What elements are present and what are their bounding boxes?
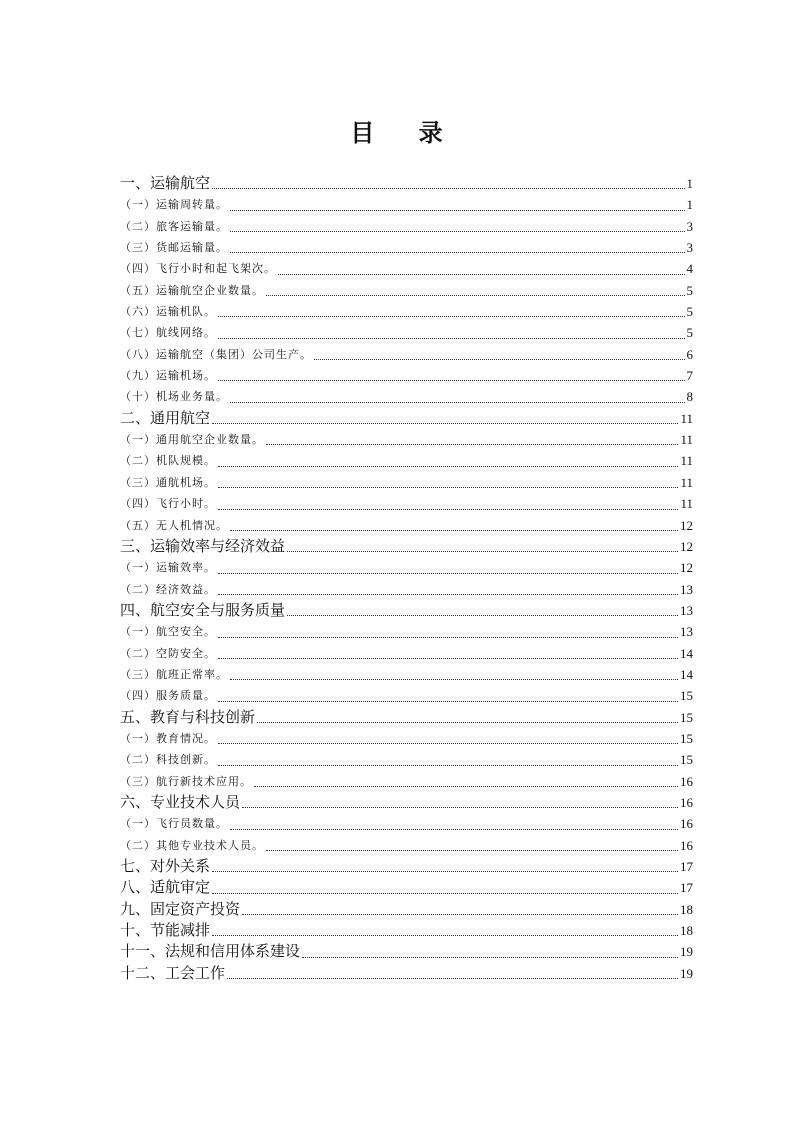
toc-section-entry[interactable] — [120, 877, 693, 898]
toc-page-number: 12 — [680, 560, 693, 576]
toc-subsection-entry[interactable] — [120, 322, 693, 343]
toc-subsection-entry[interactable] — [120, 557, 693, 578]
toc-page-number: 6 — [686, 346, 693, 362]
toc-subsection-entry[interactable] — [120, 749, 693, 770]
toc-page-number: 16 — [680, 794, 693, 810]
table-of-contents — [120, 173, 693, 984]
dot-leader — [212, 187, 684, 189]
dot-leader — [230, 401, 685, 403]
toc-page-number: 1 — [686, 176, 693, 191]
toc-entry-title: 五、教育与科技创新 — [120, 707, 256, 726]
toc-subsection-entry[interactable] — [120, 493, 693, 514]
toc-subsection-entry[interactable] — [120, 237, 693, 258]
toc-section-entry[interactable] — [120, 408, 693, 429]
toc-subsection-entry[interactable] — [120, 643, 693, 664]
toc-page-number: 18 — [680, 923, 693, 939]
dot-leader — [212, 870, 678, 872]
toc-page-number: 11 — [680, 496, 693, 512]
toc-subsection-entry[interactable] — [120, 835, 693, 856]
toc-subsection-entry[interactable] — [120, 216, 693, 237]
toc-page-number: 11 — [680, 453, 693, 469]
dot-leader — [218, 700, 678, 702]
toc-page-number: 7 — [686, 368, 693, 384]
toc-subsection-entry[interactable] — [120, 685, 693, 706]
dot-leader — [212, 892, 678, 894]
dot-leader — [266, 849, 678, 851]
toc-page-number: 11 — [680, 432, 693, 448]
toc-section-entry[interactable] — [120, 899, 693, 920]
toc-entry-title: （五）运输航空企业数量。 — [120, 283, 264, 297]
toc-page-number: 18 — [680, 901, 693, 917]
dot-leader — [266, 294, 685, 296]
toc-page-number: 17 — [680, 880, 693, 896]
toc-page-number: 19 — [680, 965, 693, 981]
toc-subsection-entry[interactable] — [120, 472, 693, 493]
toc-entry-title: （二）经济效益。 — [120, 582, 216, 596]
toc-entry-title: （十）机场业务量。 — [120, 390, 228, 404]
toc-entry-title: 六、专业技术人员 — [120, 792, 241, 811]
dot-leader — [212, 422, 678, 424]
toc-entry-title: 三、运输效率与经济效益 — [120, 536, 286, 555]
toc-subsection-entry[interactable] — [120, 621, 693, 642]
toc-entry-title: 四、航空安全与服务质量 — [120, 600, 286, 619]
toc-subsection-entry[interactable] — [120, 515, 693, 536]
toc-title: 目 录 — [350, 118, 461, 147]
toc-subsection-entry[interactable] — [120, 344, 693, 365]
toc-entry-title: 七、对外关系 — [120, 857, 211, 875]
toc-page-number: 5 — [686, 304, 693, 320]
toc-page-number: 12 — [680, 538, 693, 554]
toc-entry-title: （二）空防安全。 — [120, 646, 216, 660]
dot-leader — [230, 678, 678, 680]
dot-leader — [230, 209, 685, 211]
toc-page-number: 19 — [680, 944, 693, 960]
toc-page-number: 12 — [680, 517, 693, 533]
dot-leader — [230, 230, 685, 232]
toc-section-entry[interactable] — [120, 792, 693, 813]
toc-entry-title: （一）航空安全。 — [120, 625, 216, 639]
toc-entry-title: 一、运输航空 — [120, 174, 211, 192]
dot-leader — [218, 379, 685, 381]
toc-entry-title: （九）运输机场。 — [120, 369, 216, 383]
toc-page-number: 17 — [680, 859, 693, 874]
toc-subsection-entry[interactable] — [120, 280, 693, 301]
toc-entry-title: （三）通航机场。 — [120, 475, 216, 489]
toc-subsection-entry[interactable] — [120, 258, 693, 279]
toc-subsection-entry[interactable] — [120, 429, 693, 450]
dot-leader — [257, 721, 678, 723]
dot-leader — [287, 614, 678, 616]
toc-subsection-entry[interactable] — [120, 194, 693, 215]
toc-subsection-entry[interactable] — [120, 579, 693, 600]
dot-leader — [266, 443, 678, 445]
dot-leader — [218, 657, 678, 659]
dot-leader — [218, 593, 678, 595]
toc-entry-title: （一）飞行员数量。 — [120, 817, 228, 831]
toc-subsection-entry[interactable] — [120, 365, 693, 386]
toc-entry-title: （三）航行新技术应用。 — [120, 774, 252, 788]
toc-subsection-entry[interactable] — [120, 301, 693, 322]
toc-page-number: 15 — [680, 752, 693, 768]
dot-leader — [242, 913, 678, 915]
toc-subsection-entry[interactable] — [120, 386, 693, 407]
toc-entry-title: （二）机队规模。 — [120, 454, 216, 468]
dot-leader — [314, 358, 685, 360]
toc-section-entry[interactable] — [120, 963, 693, 984]
toc-page-number: 13 — [680, 602, 693, 618]
toc-page-number: 16 — [680, 773, 693, 789]
toc-entry-title: （四）服务质量。 — [120, 689, 216, 703]
toc-entry-title: （四）飞行小时。 — [120, 497, 216, 511]
toc-entry-title: （三）货邮运输量。 — [120, 241, 228, 255]
toc-page-number: 4 — [686, 261, 693, 277]
dot-leader — [212, 934, 678, 936]
toc-entry-title: （七）航线网络。 — [120, 326, 216, 340]
dot-leader — [230, 529, 678, 531]
toc-entry-title: （一）运输效率。 — [120, 561, 216, 575]
toc-entry-title: （三）航班正常率。 — [120, 667, 228, 681]
toc-entry-title: 九、固定资产投资 — [120, 899, 241, 918]
toc-page-number: 13 — [680, 581, 693, 597]
toc-entry-title: （一）通用航空企业数量。 — [120, 433, 264, 447]
dot-leader — [218, 337, 685, 339]
toc-page-number: 13 — [680, 624, 693, 640]
toc-entry-title: （八）运输航空（集团）公司生产。 — [120, 347, 312, 361]
toc-section-entry[interactable] — [120, 173, 693, 194]
toc-page-number: 14 — [680, 666, 693, 682]
dot-leader — [218, 486, 678, 488]
dot-leader — [218, 508, 678, 510]
toc-page-number: 8 — [686, 389, 693, 405]
toc-entry-title: （六）运输机队。 — [120, 305, 216, 319]
dot-leader — [218, 636, 678, 638]
toc-section-entry[interactable] — [120, 941, 693, 962]
toc-section-entry[interactable] — [120, 707, 693, 728]
toc-page-number: 5 — [686, 282, 693, 298]
dot-leader — [218, 465, 678, 467]
toc-page-number: 14 — [680, 645, 693, 661]
toc-page-number: 16 — [680, 837, 693, 853]
toc-entry-title: （五）无人机情况。 — [120, 518, 228, 532]
dot-leader — [254, 785, 678, 787]
toc-page-number: 5 — [686, 325, 693, 341]
toc-entry-title: 二、通用航空 — [120, 408, 211, 427]
toc-entry-title: 十、节能减排 — [120, 921, 211, 940]
toc-page-number: 15 — [680, 688, 693, 704]
dot-leader — [278, 273, 685, 275]
toc-section-entry[interactable] — [120, 536, 693, 557]
toc-page-number: 15 — [680, 709, 693, 725]
toc-page-number: 16 — [680, 816, 693, 832]
dot-leader — [302, 956, 678, 958]
toc-subsection-entry[interactable] — [120, 813, 693, 834]
toc-page-number: 3 — [686, 240, 693, 256]
toc-page-number: 11 — [680, 410, 693, 426]
toc-entry-title: （一）教育情况。 — [120, 731, 216, 745]
toc-entry-title: 八、适航审定 — [120, 878, 211, 897]
toc-subsection-entry[interactable] — [120, 728, 693, 749]
dot-leader — [218, 742, 678, 744]
toc-entry-title: （二）旅客运输量。 — [120, 219, 228, 233]
dot-leader — [287, 550, 678, 552]
dot-leader — [242, 806, 678, 808]
toc-page-number: 3 — [686, 218, 693, 234]
toc-entry-title: （一）运输周转量。 — [120, 198, 228, 212]
toc-section-entry[interactable] — [120, 600, 693, 621]
toc-entry-title: 十一、法规和信用体系建设 — [120, 942, 301, 961]
toc-subsection-entry[interactable] — [120, 771, 693, 792]
toc-entry-title: （二）科技创新。 — [120, 753, 216, 767]
dot-leader — [218, 315, 685, 317]
dot-leader — [218, 572, 678, 574]
toc-page-number: 1 — [686, 197, 693, 213]
toc-section-entry[interactable] — [120, 856, 693, 877]
dot-leader — [227, 977, 678, 979]
toc-entry-title: （四）飞行小时和起飞架次。 — [120, 262, 276, 276]
toc-subsection-entry[interactable] — [120, 664, 693, 685]
dot-leader — [230, 251, 685, 253]
toc-section-entry[interactable] — [120, 920, 693, 941]
dot-leader — [218, 764, 678, 766]
toc-page-number: 15 — [680, 730, 693, 746]
toc-entry-title: （二）其他专业技术人员。 — [120, 838, 264, 852]
dot-leader — [230, 828, 678, 830]
toc-entry-title: 十二、工会工作 — [120, 963, 226, 982]
toc-page-number: 11 — [680, 474, 693, 490]
toc-subsection-entry[interactable] — [120, 450, 693, 471]
